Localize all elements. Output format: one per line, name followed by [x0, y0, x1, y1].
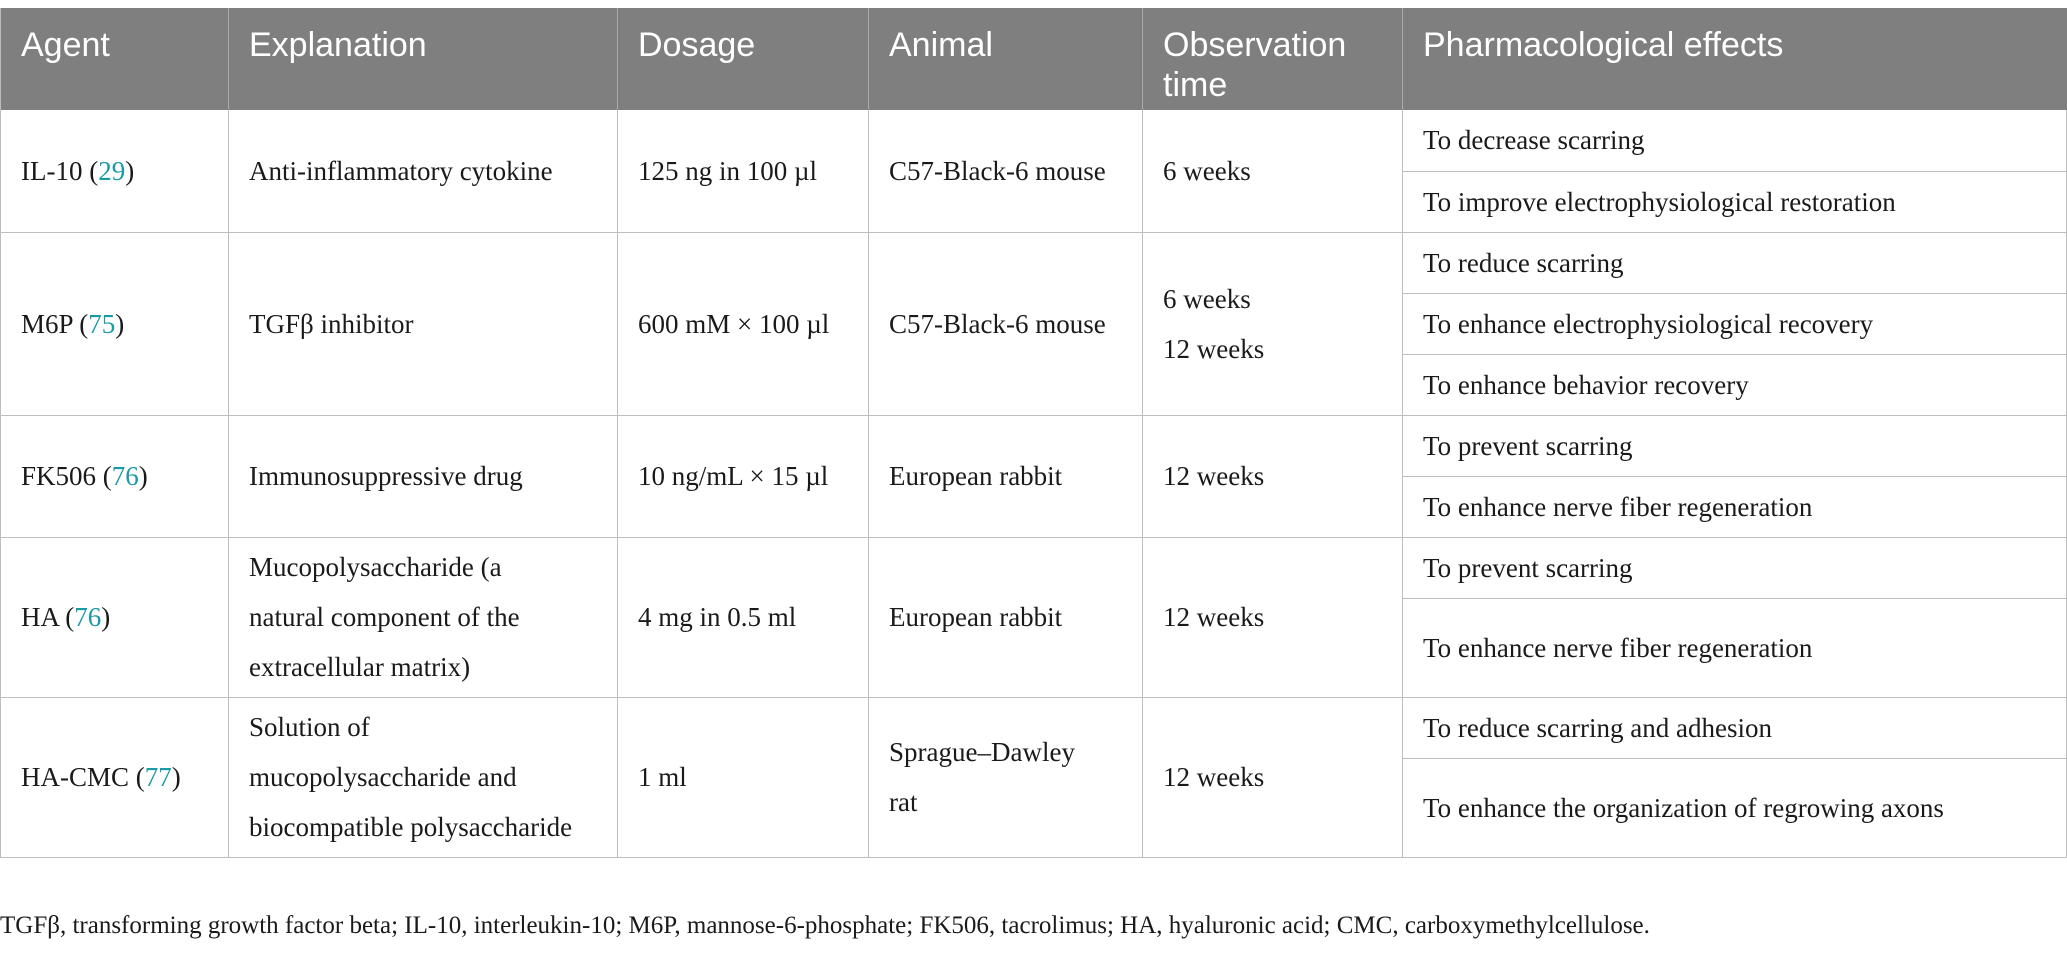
cell-effect: To decrease scarring — [1403, 110, 2067, 171]
cell-effect: To improve electrophysiological restoration — [1403, 171, 2067, 232]
agent-name: HA — [21, 602, 59, 632]
cell-agent: FK506 (76) — [1, 415, 229, 537]
cell-agent: IL-10 (29) — [1, 110, 229, 232]
reference-link[interactable]: 29 — [98, 155, 126, 186]
reference-link[interactable]: 75 — [88, 308, 116, 339]
header-agent: Agent — [1, 8, 229, 110]
cell-explanation: Anti-inflammatory cytokine — [229, 110, 618, 232]
cell-observation-time — [1143, 232, 1403, 415]
cell-agent: HA (76) — [1, 537, 229, 697]
cell-explanation: TGFβ inhibitor — [229, 232, 618, 415]
explanation-line: mucopolysaccharide and — [249, 762, 517, 792]
agent-name: HA-CMC — [21, 762, 130, 792]
table-row — [1, 110, 2067, 171]
explanation-line: extracellular matrix) — [249, 652, 471, 682]
cell-effect: To enhance nerve fiber regeneration — [1403, 476, 2067, 537]
header-animal: Animal — [869, 8, 1143, 110]
cell-agent: M6P (75) — [1, 232, 229, 415]
cell-explanation — [229, 697, 618, 857]
table-row — [1, 415, 2067, 476]
agent-name: FK506 — [21, 461, 97, 491]
explanation-line: Mucopolysaccharide (a — [249, 552, 502, 582]
header-dosage: Dosage — [618, 8, 869, 110]
cell-dosage: 10 ng/mL × 15 µl — [618, 415, 869, 537]
cell-effect: To reduce scarring — [1403, 232, 2067, 293]
cell-animal: European rabbit — [869, 537, 1143, 697]
animal-line: rat — [889, 787, 918, 817]
cell-animal: C57-Black-6 mouse — [869, 110, 1143, 232]
reference-link[interactable]: 76 — [111, 461, 139, 491]
cell-dosage: 4 mg in 0.5 ml — [618, 537, 869, 697]
cell-observation-time: 12 weeks — [1143, 537, 1403, 697]
cell-effect: To reduce scarring and adhesion — [1403, 697, 2067, 758]
explanation-line: Solution of — [249, 712, 370, 742]
cell-observation-time: 12 weeks — [1143, 415, 1403, 537]
cell-effect: To enhance electrophysiological recovery — [1403, 293, 2067, 354]
time-line: 12 weeks — [1163, 333, 1265, 364]
table-row — [1, 697, 2067, 758]
cell-effect: To prevent scarring — [1403, 415, 2067, 476]
cell-animal — [869, 697, 1143, 857]
header-explanation: Explanation — [229, 8, 618, 110]
cell-dosage: 600 mM × 100 µl — [618, 232, 869, 415]
header-observation-time — [1143, 8, 1403, 110]
explanation-line: biocompatible polysaccharide — [249, 812, 573, 842]
cell-effect: To enhance nerve fiber regeneration — [1403, 598, 2067, 697]
header-observation-time-label: Observation time — [1163, 26, 1347, 104]
cell-effect: To enhance behavior recovery — [1403, 354, 2067, 415]
table-footnote: TGFβ, transforming growth factor beta; IL-10, interleukin-10; M6P, mannose-6-phosphate; FK506, tacrolimus; HA, hyaluronic acid; CMC, carboxymethylcellulose. — [0, 912, 1650, 939]
cell-effect: To prevent scarring — [1403, 537, 2067, 598]
cell-animal: European rabbit — [869, 415, 1143, 537]
reference-link[interactable]: 76 — [74, 602, 102, 632]
agent-name: M6P — [21, 308, 73, 339]
cell-animal: C57-Black-6 mouse — [869, 232, 1143, 415]
cell-observation-time: 12 weeks — [1143, 697, 1403, 857]
table-row — [1, 537, 2067, 598]
cell-effect: To enhance the organization of regrowing axons — [1403, 758, 2067, 857]
reference-link[interactable]: 77 — [144, 762, 172, 792]
animal-line: Sprague–Dawley — [889, 737, 1075, 767]
cell-dosage: 125 ng in 100 µl — [618, 110, 869, 232]
cell-explanation: Immunosuppressive drug — [229, 415, 618, 537]
agent-name: IL-10 — [21, 155, 83, 186]
table-row — [1, 232, 2067, 293]
time-line: 6 weeks — [1163, 283, 1251, 314]
cell-explanation — [229, 537, 618, 697]
header-row — [1, 8, 2067, 110]
explanation-line: natural component of the — [249, 602, 520, 632]
header-pharmacological-effects: Pharmacological effects — [1403, 8, 2067, 110]
cell-observation-time: 6 weeks — [1143, 110, 1403, 232]
pharmacology-table — [0, 8, 2067, 858]
cell-dosage: 1 ml — [618, 697, 869, 857]
data-table-container — [0, 8, 2066, 858]
cell-agent: HA-CMC (77) — [1, 697, 229, 857]
